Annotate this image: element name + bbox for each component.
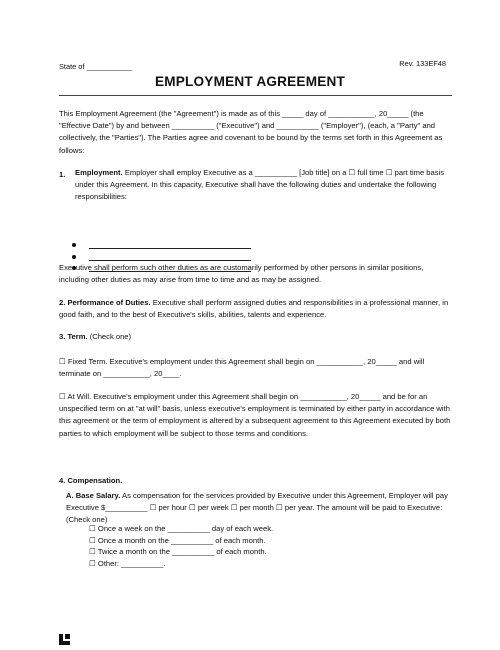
section-2-paragraph <box>59 297 451 321</box>
base-salary-text: As compensation for the services provided by Executive under this Agreement, Employer will pay Executive $__________ ☐ per hour ☐ per week ☐ per month ☐ per year. The amount will be paid to Executive: (Check one) <box>66 491 448 525</box>
term-fixed-option[interactable]: ☐ Fixed Term. Executive's employment under this Agreement shall begin on ___________, 20_____ and will terminate on ___________, 20____. <box>59 357 425 379</box>
section-1-paragraph <box>75 167 451 204</box>
section-1-heading: Employment. <box>75 168 123 177</box>
payment-option-monthly[interactable]: ☐ Once a month on the __________ of each month. <box>89 535 266 545</box>
section-3-note: (Check one) <box>89 332 132 341</box>
document-title: EMPLOYMENT AGREEMENT <box>154 74 346 89</box>
title-divider <box>59 95 452 96</box>
section-3-heading: 3. Term. <box>59 332 88 341</box>
section-1-after: Executive shall perform such other duties as are customarily performed by other persons in similar positions, including other duties as may arise from time to time and as may be assigned. <box>59 263 424 285</box>
section-4-heading: 4. Compensation. <box>59 476 123 485</box>
bullet-icon <box>72 243 76 247</box>
base-salary-paragraph <box>66 490 451 527</box>
payment-schedule-options <box>89 523 273 569</box>
section-2-text: Executive shall perform assigned duties and responsibilities in a professional manner, in good faith, and to the best of Executive's skills, abilities, talents and experience. <box>59 298 449 320</box>
payment-option-weekly[interactable]: ☐ Once a week on the __________ day of each week. <box>89 524 274 533</box>
section-1-text: Employer shall employ Executive as a __________ [Job title] on a ☐ full time ☐ part time basis under this Agreement. In this capacity, Executive shall have the following duties and undertake the following responsibilities: <box>75 168 445 202</box>
term-at-will-option[interactable]: ☐ At Will. Executive's employment under this Agreement shall begin on ___________, 20_____ and be for an unspecified term on at "at will" basis, unless executive's employment is terminated by either party in accordance with this agreement or the term of employment is altered by a subsequent agreement to this Agreement executed by both parties to which employment will be subject to those terms and conditions. <box>59 392 451 438</box>
payment-option-twice-monthly[interactable]: ☐ Twice a month on the __________ of each month. <box>89 547 267 557</box>
bullet-icon <box>72 255 76 259</box>
intro-paragraph: This Employment Agreement (the "Agreement") is made as of this _____ day of ___________, 20_____ (the "Effective Date") by and between __________ ("Executive") and __________ ("Employer"), (each, a "Party" and collectively, the "Parties"). The Parties agree and covenant to be bound by the terms set forth in this Agreement as follows: <box>59 109 443 155</box>
section-3-paragraph <box>59 331 451 343</box>
payment-option-other[interactable]: ☐ Other: __________. <box>89 558 166 568</box>
revision-number: Rev. 133EF48 <box>399 59 446 68</box>
base-salary-heading: A. Base Salary. <box>66 491 121 500</box>
section-2-heading: 2. Performance of Duties. <box>59 298 151 307</box>
blank-line[interactable] <box>89 248 251 249</box>
brand-logo-icon <box>59 634 70 645</box>
blank-line[interactable] <box>89 260 251 261</box>
state-line: State of ___________ <box>59 62 132 71</box>
section-1-number: 1. <box>59 170 66 179</box>
